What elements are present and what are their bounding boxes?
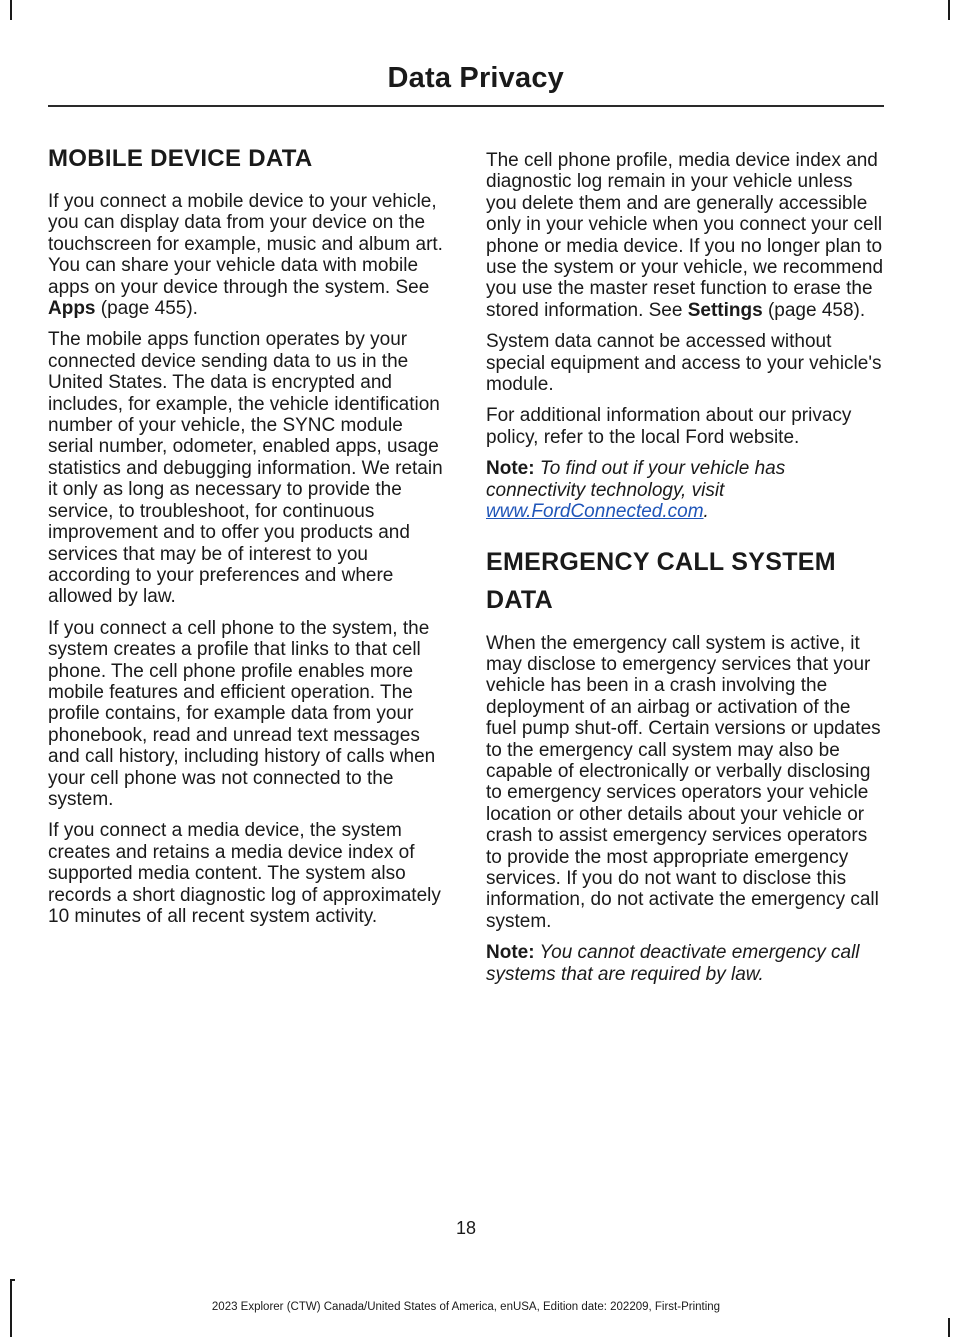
crop-mark-bottom-left-tick (10, 1279, 15, 1281)
note: Note: To find out if your vehicle has connectivity technology, visit www.FordConnected.com. (486, 458, 786, 523)
paragraph: If you connect a mobile device to your vehicle, you can display data from your device on the touchscreen for example, music and album art. You can share your vehicle data with mobile apps on your device through the system. See Apps (page 455). (48, 191, 443, 320)
ford-connected-link[interactable]: www.FordConnected.com (486, 501, 704, 523)
crop-mark-bottom-right (948, 1318, 950, 1337)
left-column (48, 142, 448, 937)
page-title: Data Privacy (387, 62, 564, 94)
paragraph: If you connect a cell phone to the system, the system creates a profile that links to that cell phone. The cell phone profile enables more mobile features and efficient operation. The profile contains, for example data from your phonebook, read and unread text messages and call history, including history of calls when your cell phone was not connected to the system. (48, 617, 436, 810)
note: Note: You cannot deactivate emergency call systems that are required by law. (486, 942, 860, 985)
crop-mark-top-right (948, 0, 950, 20)
paragraph: The mobile apps function operates by your connected device sending data to us in the United States. The data is encrypted and includes, for example, the vehicle identification number of your vehicle, the SYNC module serial number, odometer, enabled apps, usage statistics and debugging information. We retain it only as long as necessary to provide the service, to troubleshoot, for continuous improvement and to offer you products and services that may be of interest to you according to your preferences and where allowed by law. (48, 329, 443, 608)
paragraph: When the emergency call system is active, it may disclose to emergency services that your vehicle has been in a crash involving the deployment of an airbag or activation of the fuel pump shut-off. Certain versions or updates to the emergency call system may also be capable of electronically or verbally disclosing to emergency services operators your vehicle location or other details about your vehicle or crash to assist emergency services operators to provide the most appropriate emergency services. If you do not want to disclose this information, do not activate the emergency call system. (486, 632, 881, 932)
right-column (486, 150, 886, 995)
paragraph: System data cannot be accessed without special equipment and access to your vehicle's module. (486, 331, 882, 396)
section-heading-mobile-device-data: MOBILE DEVICE DATA (48, 145, 313, 172)
paragraph: For additional information about our privacy policy, refer to the local Ford website. (486, 405, 852, 448)
crop-mark-top-left (10, 0, 12, 20)
paragraph: If you connect a media device, the system creates and retains a media device index of supported media content. The system also records a short diagnostic log of approximately 10 minutes of all recent system activity. (48, 820, 441, 927)
page-number: 18 (455, 1218, 477, 1238)
section-heading-emergency-call-system-data: EMERGENCY CALL SYSTEM DATA (486, 547, 836, 614)
cross-reference-settings[interactable]: Settings (687, 299, 763, 321)
paragraph: The cell phone profile, media device index and diagnostic log remain in your vehicle unless you delete them and are generally accessible only in your vehicle when you connect your cell phone or media device. If you no longer plan to use the system or your vehicle, we recommend you use the master reset function to erase the stored information. See Settings (page 458). (486, 150, 884, 321)
footer-edition-info: 2023 Explorer (CTW) Canada/United States of America, enUSA, Edition date: 202209, First-Printing (211, 1301, 721, 1313)
header-divider (48, 105, 884, 107)
cross-reference-apps[interactable]: Apps (48, 298, 96, 320)
